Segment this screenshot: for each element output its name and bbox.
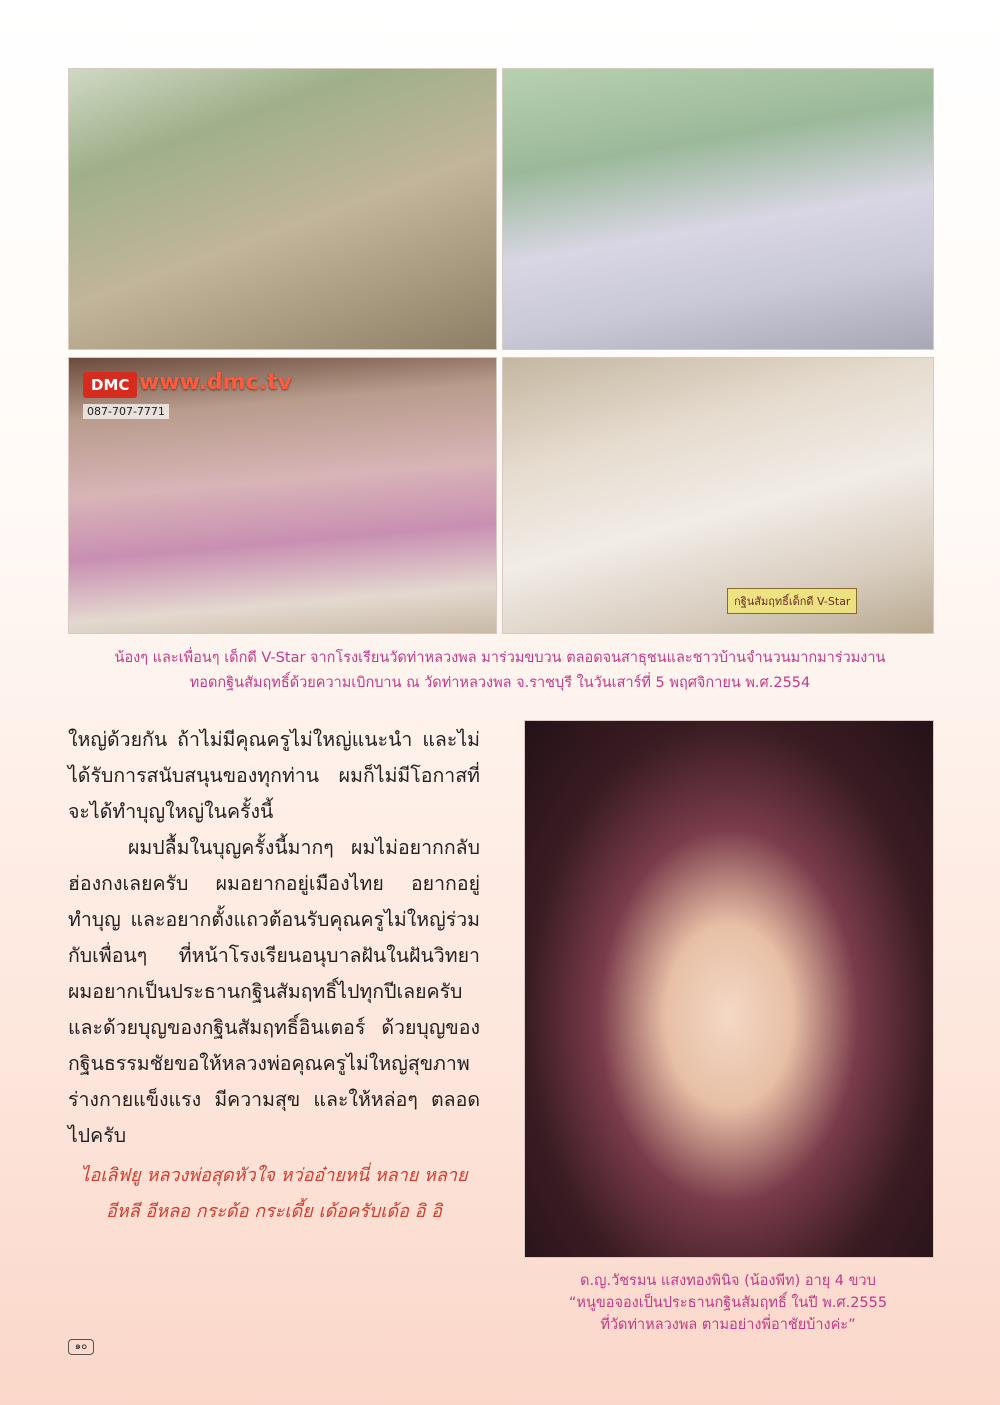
banner-sign: กฐินสัมฤทธิ์เด็กดี V-Star [727,588,857,614]
caption-top-line1: น้องๆ และเพื่อนๆ เด็กดี V-Star จากโรงเรียนวัดท่าหลวงพล มาร่วมขบวน ตลอดจนสาธุชนและชาวบ้านจำนวนมากมาร่วมงาน [114,650,886,666]
phone-number: 087-707-7771 [83,404,169,419]
photo-girl-praying [524,720,934,1258]
caption-bottom-line3: ที่วัดท่าหลวงพล ตามอย่างพี่อาชัยบ้างค่ะ” [600,1317,856,1333]
closing-line1: ไอเลิฟยู หลวงพ่อสุดหัวใจ หว่ออ๋ายหนี่ หลาย หลาย [80,1165,468,1186]
caption-top-line2: ทอดกฐินสัมฤทธิ์ด้วยความเบิกบาน ณ วัดท่าหลวงพล จ.ราชบุรี ในวันเสาร์ที่ 5 พฤศจิกายน พ.ศ.2554 [189,675,811,691]
body-paragraph-2: ผมปลื้มในบุญครั้งนี้มากๆ ผมไม่อยากกลับฮ่องกงเลยครับ ผมอยากอยู่เมืองไทย อยากอยู่ทำบุญ และอยากตั้งแถวต้อนรับคุณครูไม่ใหญ่ร่วมกับเพื่อนๆ ที่หน้าโรงเรียนอนุบาลฝันในฝันวิทยา ผมอยากเป็นประธานกฐินสัมฤทธิ์ไปทุกปีเลยครับ และด้วยบุญของกฐินสัมฤทธิ์อินเตอร์ ด้วยบุญของกฐินธรรมชัยขอให้หลวงพ่อคุณครูไม่ใหญ่สุขภาพร่างกายแข็งแรง มีความสุข และให้หล่อๆ ตลอดไปครับ [68,836,480,1147]
photo-girls-with-flowers [502,68,934,350]
photo-procession-banner [68,68,497,350]
caption-bottom [524,1270,932,1336]
dmc-logo: DMC [83,372,137,398]
body-paragraph-1: ใหญ่ด้วยกัน ถ้าไม่มีคุณครูไม่ใหญ่แนะนำ และไม่ได้รับการสนับสนุนของทุกท่าน ผมก็ไม่มีโอกาสที่จะได้ทำบุญใหญ่ในครั้งนี้ [68,728,480,823]
closing-line2: อีหลี อีหลอ กระด้อ กระเดี้ย เด้อครับเด้อ อิ อิ [106,1201,442,1222]
closing-message [68,1158,480,1230]
photo-boys-with-offering [502,357,934,634]
photo-villagers-with-offerings [68,357,497,634]
caption-bottom-line1: ด.ญ.วัชรมน แสงทองพินิจ (น้องพีท) อายุ 4 ขวบ [580,1273,876,1289]
page-number: ๑๐ [68,1339,94,1355]
dmc-url: www.dmc.tv [139,370,292,395]
caption-bottom-line2: “หนูขอจองเป็นประธานกฐินสัมฤทธิ์ ในปี พ.ศ.2555 [568,1295,888,1311]
caption-top [68,646,932,696]
body-text [68,722,480,1154]
